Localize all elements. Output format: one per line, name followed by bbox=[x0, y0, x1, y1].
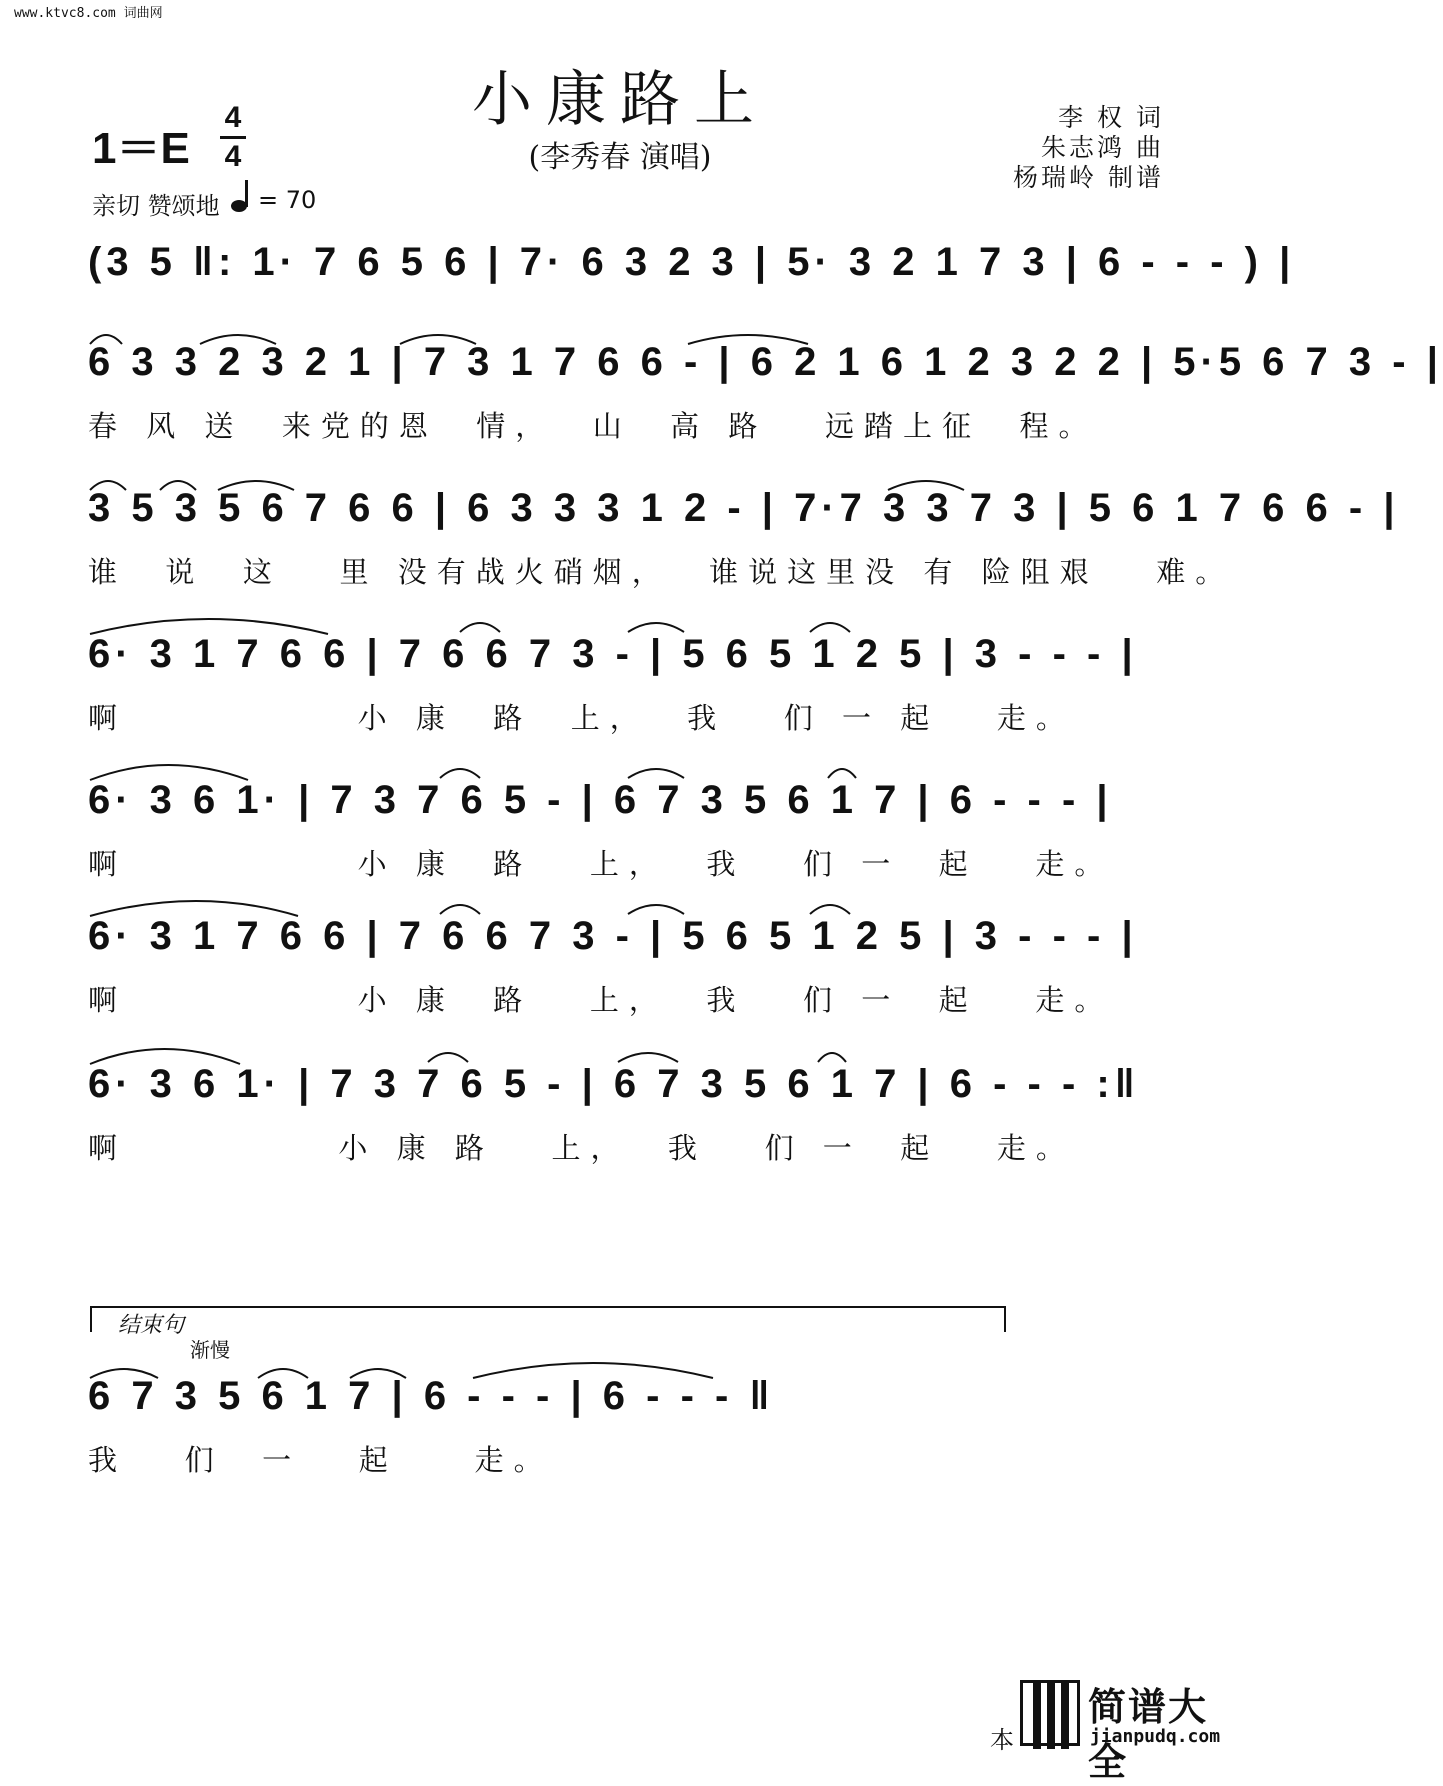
expression-mark: 亲切 赞颂地 bbox=[92, 192, 220, 220]
score-line-6 bbox=[88, 1054, 1168, 1165]
tempo-mark: = 70 bbox=[258, 186, 317, 214]
ending-lyrics: 我 们 一 起 走。 bbox=[88, 1443, 553, 1477]
score-line-1 bbox=[88, 332, 1443, 443]
line-notes: 6· 3 6 1· | 7 3 7 6 5 - | 6 7 3 5 6 1 7 | 6 - - - :‖ bbox=[88, 1062, 1140, 1106]
ending-label: 结束句 bbox=[118, 1313, 185, 1338]
score-ending-row bbox=[88, 1366, 1168, 1477]
arranger-credit: 杨瑞岭 制谱 bbox=[1013, 163, 1164, 192]
logo-name: 简谱大全 bbox=[1088, 1685, 1209, 1784]
logo-site: jianpudq.com bbox=[1090, 1726, 1221, 1747]
score-intro-row bbox=[88, 232, 1296, 296]
line-notes: 6· 3 1 7 6 6 | 7 6 6 7 3 - | 5 6 5 1 2 5 | 3 - - - | bbox=[88, 914, 1138, 958]
line-notes: 6 3 3 2 3 2 1 | 7 3 1 7 6 6 - | 6 2 1 6 1 2 3 2 2 | 5·5 6 7 3 - | bbox=[88, 340, 1443, 384]
score-line-5 bbox=[88, 906, 1168, 1017]
line-lyrics: 啊 小 康 路 上， 我 们 一 起 走。 bbox=[88, 1131, 1075, 1165]
line-lyrics: 啊 小 康 路 上， 我 们 一 起 走。 bbox=[88, 983, 1114, 1017]
intro-notes: (3 5 ‖: 1· 7 6 5 6 | 7· 6 3 2 3 | 5· 3 2 1 7 3 | 6 - - - ) | bbox=[88, 240, 1296, 284]
line-notes: 3 5 3 5 6 7 6 6 | 6 3 3 3 1 2 - | 7·7 3 3 7 3 | 5 6 1 7 6 6 - | bbox=[88, 486, 1400, 530]
line-notes: 6· 3 1 7 6 6 | 7 6 6 7 3 - | 5 6 5 1 2 5 | 3 - - - | bbox=[88, 632, 1138, 676]
page-corner-text: 本 bbox=[990, 1726, 1014, 1754]
line-notes: 6· 3 6 1· | 7 3 7 6 5 - | 6 7 3 5 6 1 7 | 6 - - - | bbox=[88, 778, 1113, 822]
site-logo bbox=[1020, 1676, 1230, 1784]
score-line-2 bbox=[88, 478, 1400, 589]
ending-bracket bbox=[90, 1306, 1006, 1332]
line-lyrics: 啊 小 康 路 上， 我 们 一 起 走。 bbox=[88, 847, 1114, 881]
key-signature: 1＝E bbox=[92, 124, 190, 173]
source-watermark: www.ktvc8.com 词曲网 bbox=[14, 6, 163, 21]
half-note-icon bbox=[230, 178, 254, 214]
ending-tempo: 渐慢 bbox=[190, 1338, 230, 1362]
time-signature bbox=[218, 100, 248, 175]
composer-credit: 朱志鸿 曲 bbox=[1041, 133, 1164, 162]
time-signature-top: 4 bbox=[224, 101, 242, 134]
line-lyrics: 啊 小 康 路 上， 我 们 一 起 走。 bbox=[88, 701, 1075, 735]
time-signature-bottom: 4 bbox=[224, 140, 242, 173]
score-line-3 bbox=[88, 624, 1168, 735]
line-lyrics: 春 风 送 来党的恩 情， 山 高 路 远踏上征 程。 bbox=[88, 409, 1098, 443]
ending-notes: 6 7 3 5 6 1 7 | 6 - - - | 6 - - - ‖ bbox=[88, 1374, 775, 1418]
song-title: 小康路上 bbox=[472, 65, 768, 135]
singer-credit: (李秀春 演唱) bbox=[528, 140, 712, 175]
piano-icon bbox=[1020, 1680, 1080, 1746]
lyricist-credit: 李 权 词 bbox=[1058, 103, 1164, 132]
line-lyrics: 谁 说 这 里 没有战火硝烟， 谁说这里没 有 险阻艰 难。 bbox=[88, 555, 1235, 589]
score-line-4 bbox=[88, 770, 1168, 881]
